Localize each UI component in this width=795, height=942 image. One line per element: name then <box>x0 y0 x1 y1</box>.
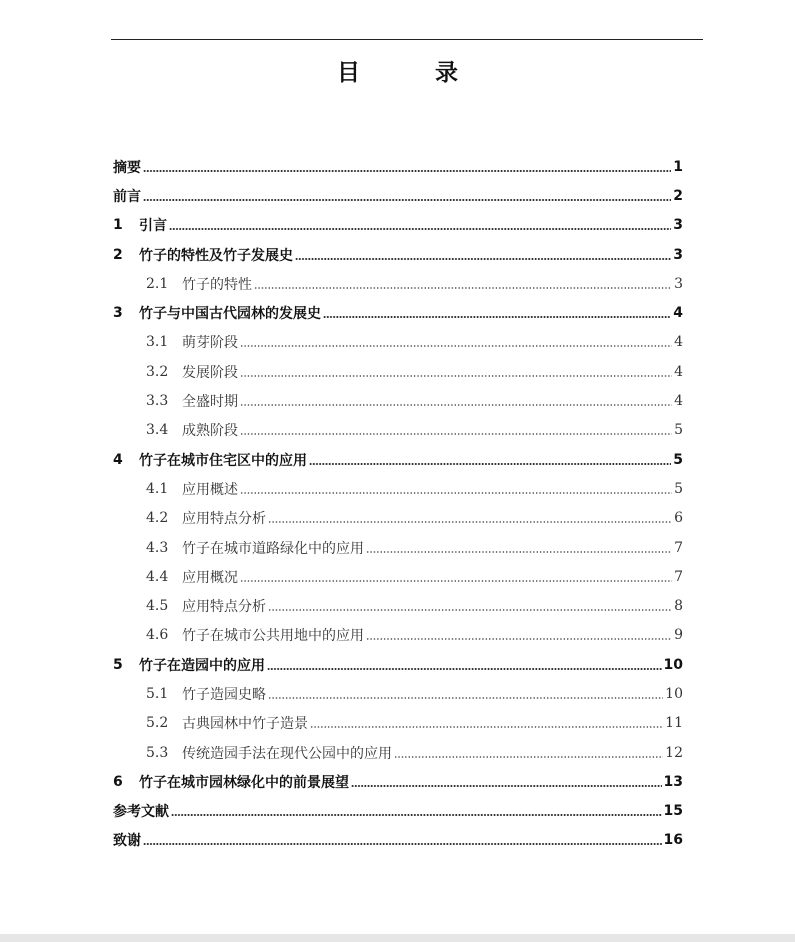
toc-entry[interactable] <box>113 621 683 650</box>
toc-entry-page: 7 <box>674 539 683 556</box>
page-title: 目 录 <box>337 60 484 86</box>
toc-entry-number: 3.3 <box>146 393 169 410</box>
dot-leader <box>143 199 671 201</box>
toc-entry-number: 3.2 <box>146 363 169 380</box>
toc-entry-label: 应用特点分析 <box>182 511 266 528</box>
toc-entry[interactable] <box>113 709 683 738</box>
toc-entry-number: 5.3 <box>146 744 169 761</box>
toc-entry-page: 7 <box>674 568 683 585</box>
toc-entry[interactable] <box>113 298 683 327</box>
dot-leader <box>143 170 671 172</box>
dot-leader <box>254 287 672 289</box>
toc-entry-number: 4 <box>113 451 123 468</box>
dot-leader <box>240 580 672 582</box>
dot-leader <box>240 345 672 347</box>
toc-entry-number: 5.2 <box>146 715 169 732</box>
toc-entry-label: 萌芽阶段 <box>182 335 238 352</box>
toc-entry-label: 竹子在城市住宅区中的应用 <box>139 452 307 469</box>
toc-entry-label: 竹子的特性及竹子发展史 <box>139 247 293 264</box>
toc-entry-label: 竹子的特性 <box>182 276 252 293</box>
dot-leader <box>267 668 662 670</box>
toc-entry-page: 6 <box>674 510 683 527</box>
toc-entry-page: 5 <box>673 451 683 468</box>
toc-entry[interactable] <box>113 386 683 415</box>
dot-leader <box>240 492 672 494</box>
toc-entry-page: 10 <box>665 685 683 702</box>
toc-entry-page: 2 <box>673 187 683 204</box>
toc-entry-label: 竹子在城市公共用地中的应用 <box>182 628 364 645</box>
dot-leader <box>240 375 672 377</box>
toc-entry-page: 8 <box>674 598 683 615</box>
toc-entry-number: 3.1 <box>146 334 169 351</box>
dot-leader <box>268 521 672 523</box>
page-bottom-edge <box>0 934 795 942</box>
toc-entry[interactable] <box>113 416 683 445</box>
toc-entry-label: 应用概述 <box>182 481 238 498</box>
toc-entry-page: 13 <box>663 773 683 790</box>
toc-entry-label: 竹子在城市园林绿化中的前景展望 <box>139 774 349 791</box>
toc-entry-number: 4.3 <box>146 539 169 556</box>
toc-entry-page: 9 <box>674 627 683 644</box>
dot-leader <box>240 433 672 435</box>
dot-leader <box>310 726 663 728</box>
toc-entry[interactable] <box>113 211 683 240</box>
toc-entry-number: 3.4 <box>146 422 169 439</box>
toc-entry[interactable] <box>113 328 683 357</box>
dot-leader <box>323 316 671 318</box>
toc-entry-page: 10 <box>663 656 683 673</box>
toc-entry-page: 5 <box>674 422 683 439</box>
toc-entry-label: 竹子在城市道路绿化中的应用 <box>182 540 364 557</box>
toc-entry-label: 竹子造园史略 <box>182 686 266 703</box>
toc-entry-page: 12 <box>665 744 683 761</box>
toc-entry-number: 2.1 <box>146 275 169 292</box>
toc-entry-number: 6 <box>113 773 123 790</box>
toc-entry[interactable] <box>113 357 683 386</box>
toc-entry-label: 致谢 <box>113 833 141 850</box>
toc-entry-number: 3 <box>113 305 123 322</box>
toc-entry[interactable] <box>113 533 683 562</box>
toc-entry[interactable] <box>113 504 683 533</box>
toc-entry-label: 古典园林中竹子造景 <box>182 716 308 733</box>
toc-entry-number: 1 <box>113 217 123 234</box>
toc-entry-page: 1 <box>673 158 683 175</box>
toc-entry-label: 前言 <box>113 188 141 205</box>
toc-entry-label: 引言 <box>139 218 167 235</box>
toc-entry-page: 3 <box>673 217 683 234</box>
toc-entry[interactable] <box>113 650 683 679</box>
dot-leader <box>295 258 671 260</box>
toc-entry-label: 竹子与中国古代园林的发展史 <box>139 306 321 323</box>
toc-entry[interactable] <box>113 797 683 826</box>
toc-entry-number: 4.1 <box>146 480 169 497</box>
toc-entry-page: 3 <box>674 275 683 292</box>
toc-entry-number: 5 <box>113 656 123 673</box>
toc-entry-label: 摘要 <box>113 159 141 176</box>
toc-entry-page: 4 <box>674 334 683 351</box>
dot-leader <box>169 228 671 230</box>
toc-entry-page: 4 <box>674 393 683 410</box>
dot-leader <box>394 756 663 758</box>
toc-entry-number: 5.1 <box>146 685 169 702</box>
toc-entry[interactable] <box>113 826 683 855</box>
dot-leader <box>171 814 662 816</box>
toc-entry-number: 4.4 <box>146 568 169 585</box>
dot-leader <box>366 638 672 640</box>
toc-entry[interactable] <box>113 152 683 181</box>
toc-entry-label: 传统造园手法在现代公园中的应用 <box>182 745 392 762</box>
toc-entry-label: 应用概况 <box>182 569 238 586</box>
header-rule <box>111 39 703 40</box>
dot-leader <box>366 551 672 553</box>
toc-entry-number: 4.5 <box>146 598 169 615</box>
toc-entry-label: 竹子在造园中的应用 <box>139 657 265 674</box>
toc-entry-label: 成熟阶段 <box>182 423 238 440</box>
toc-entry-page: 4 <box>674 363 683 380</box>
toc-entry[interactable] <box>113 738 683 767</box>
toc-entry-page: 16 <box>663 832 683 849</box>
toc-entry-label: 应用特点分析 <box>182 599 266 616</box>
toc-entry[interactable] <box>113 181 683 210</box>
toc-entry-page: 11 <box>665 715 683 732</box>
toc-entry-label: 全盛时期 <box>182 394 238 411</box>
toc-entry-label: 参考文献 <box>113 804 169 821</box>
table-of-contents <box>113 152 683 855</box>
toc-entry[interactable] <box>113 474 683 503</box>
toc-entry-page: 4 <box>673 305 683 322</box>
toc-entry-number: 2 <box>113 246 123 263</box>
dot-leader <box>351 785 662 787</box>
toc-entry-page: 3 <box>673 246 683 263</box>
toc-entry[interactable] <box>113 240 683 269</box>
toc-entry[interactable] <box>113 445 683 474</box>
toc-entry[interactable] <box>113 591 683 620</box>
dot-leader <box>268 697 663 699</box>
toc-entry[interactable] <box>113 767 683 796</box>
toc-entry-page: 5 <box>674 480 683 497</box>
dot-leader <box>143 843 662 845</box>
toc-entry[interactable] <box>113 679 683 708</box>
toc-entry-number: 4.2 <box>146 510 169 527</box>
dot-leader <box>268 609 672 611</box>
dot-leader <box>309 463 671 465</box>
dot-leader <box>240 404 672 406</box>
toc-entry[interactable] <box>113 562 683 591</box>
toc-entry-number: 4.6 <box>146 627 169 644</box>
toc-entry-label: 发展阶段 <box>182 364 238 381</box>
toc-entry-page: 15 <box>663 803 683 820</box>
toc-entry[interactable] <box>113 269 683 298</box>
